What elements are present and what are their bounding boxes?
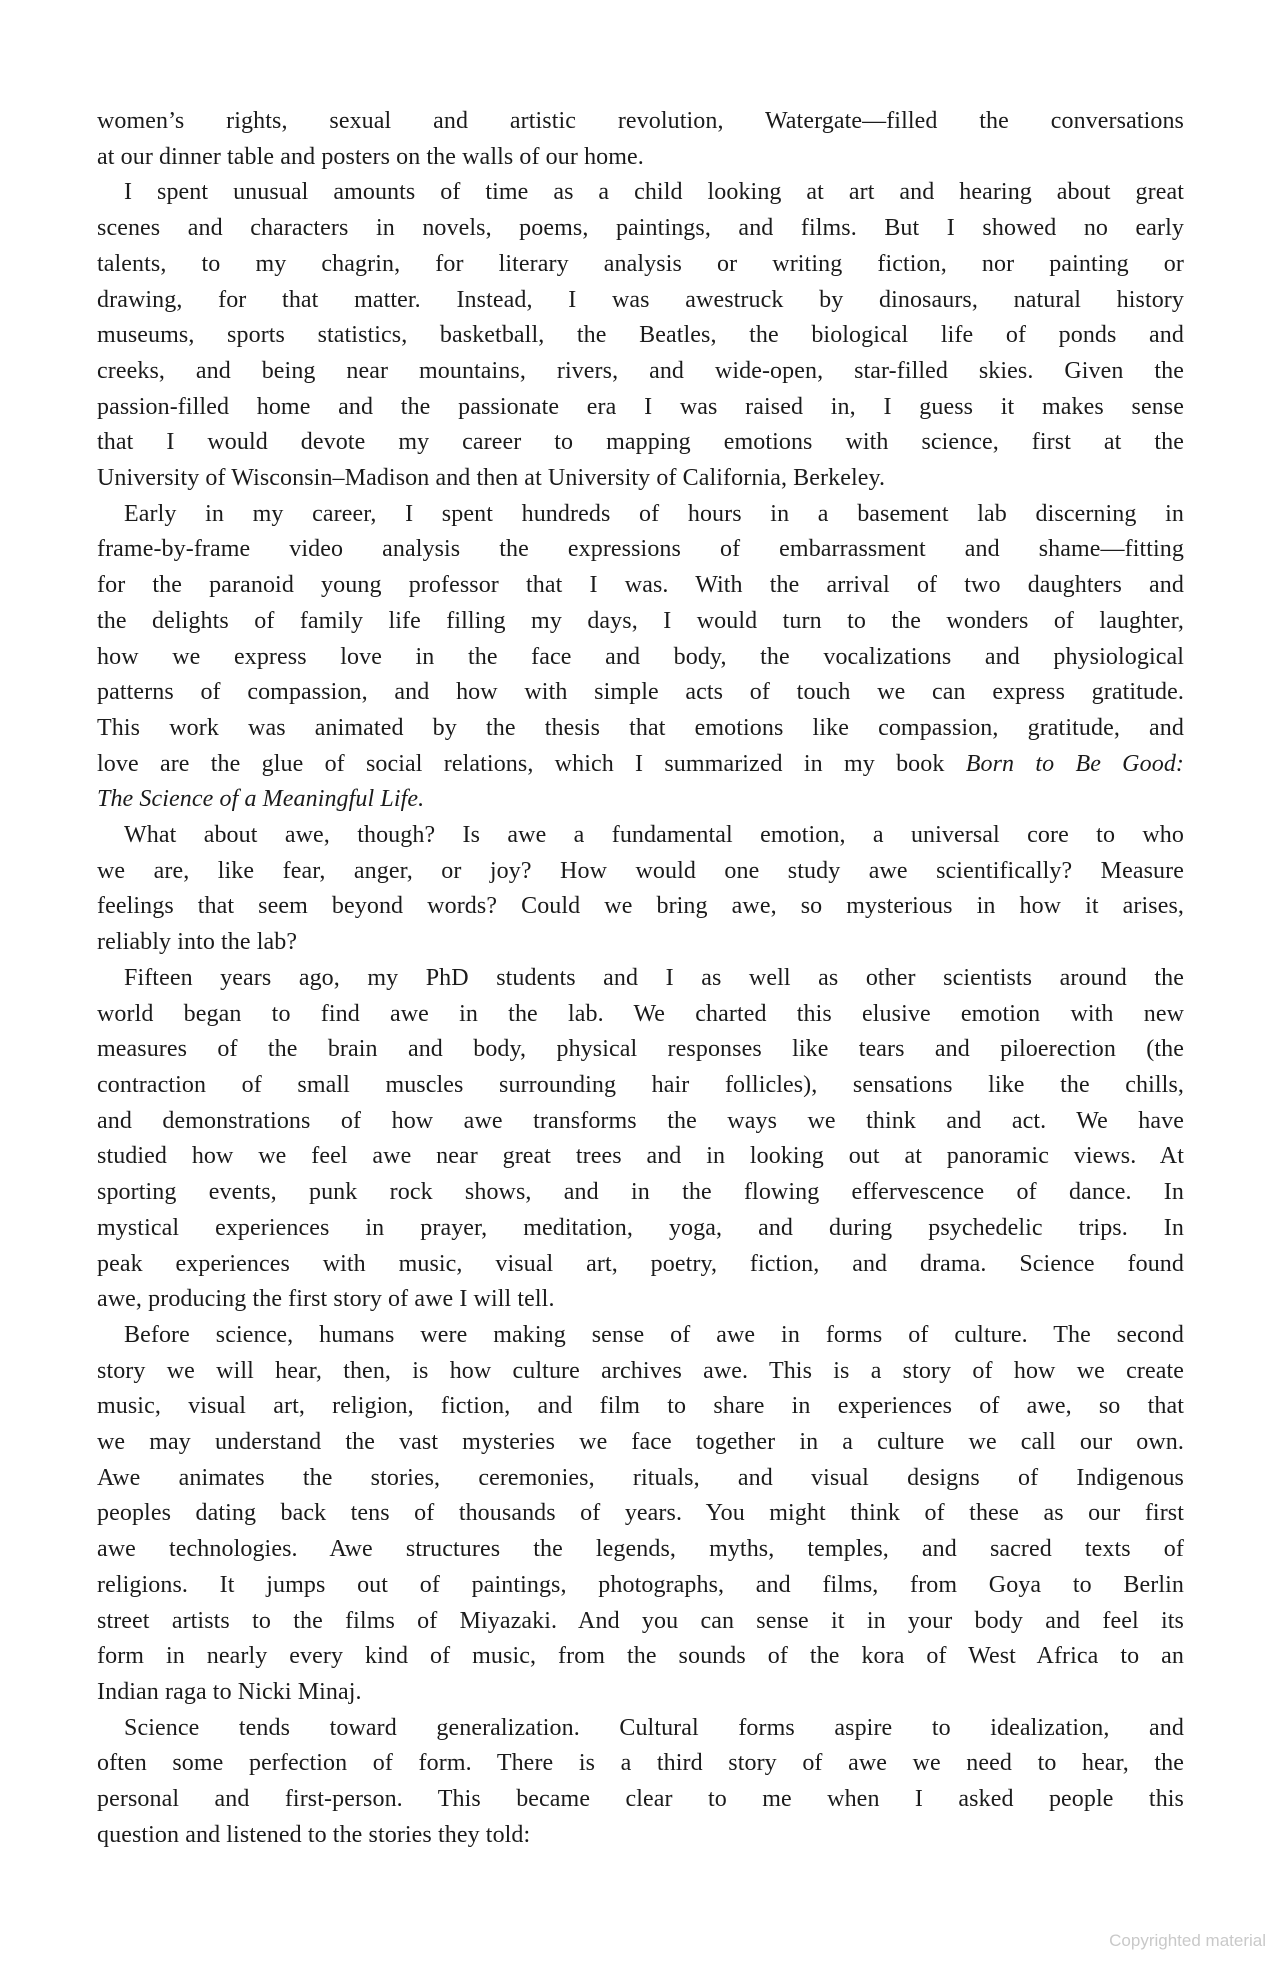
text-line [97,1604,1184,1640]
text-segment: studied how we feel awe near great trees and in looking out at panoramic views. At [97,1143,1184,1170]
text-line [97,889,1184,925]
text-segment: talents, to my chagrin, for literary analysis or writing fiction, nor painting or [97,250,1184,277]
text-line [97,532,1184,568]
text-line [97,961,1184,997]
text-line [97,175,1184,211]
text-segment: religions. It jumps out of paintings, photographs, and films, from Goya to Berlin [97,1571,1184,1598]
text-line [97,1247,1184,1283]
text-segment: Science tends toward generalization. Cultural forms aspire to idealization, and [124,1714,1184,1741]
text-line [97,1354,1184,1390]
text-line [97,818,1184,854]
text-line [97,997,1184,1033]
text-segment: love are the glue of social relations, which I summarized in my book [97,750,966,777]
text-segment: What about awe, though? Is awe a fundamental emotion, a universal core to who [124,822,1184,849]
text-segment: often some perfection of form. There is a third story of awe we need to hear, the [97,1750,1184,1777]
text-line [97,782,1184,818]
text-line [97,1711,1184,1747]
text-segment: Awe animates the stories, ceremonies, rituals, and visual designs of Indigenous [97,1464,1184,1491]
text-line [97,1496,1184,1532]
text-segment: University of Wisconsin–Madison and then at University of California, Berkeley. [97,465,886,492]
text-segment: and demonstrations of how awe transforms the ways we think and act. We have [97,1107,1184,1134]
copyright-watermark: Copyrighted material [1109,1931,1266,1950]
text-segment: peak experiences with music, visual art, poetry, fiction, and drama. Science found [97,1250,1184,1277]
text-segment: at our dinner table and posters on the walls of our home. [97,143,644,170]
text-segment: Indian raga to Nicki Minaj. [97,1678,362,1705]
text-segment: street artists to the films of Miyazaki. And you can sense it in your body and feel its [97,1607,1184,1634]
page-text [97,104,1184,1853]
text-segment: museums, sports statistics, basketball, the Beatles, the biological life of ponds and [97,322,1184,349]
text-line [97,1282,1184,1318]
text-segment: Early in my career, I spent hundreds of hours in a basement lab discerning in [124,500,1184,527]
text-line [97,640,1184,676]
text-segment: world began to find awe in the lab. We charted this elusive emotion with new [97,1000,1184,1027]
text-line [97,1104,1184,1140]
text-line [97,1318,1184,1354]
text-segment: sporting events, punk rock shows, and in the flowing effervescence of dance. In [97,1179,1184,1206]
text-line [97,283,1184,319]
text-line [97,1746,1184,1782]
text-segment: I spent unusual amounts of time as a child looking at art and hearing about great [124,179,1184,206]
text-segment: question and listened to the stories they told: [97,1821,531,1848]
text-segment: we are, like fear, anger, or joy? How would one study awe scientifically? Measure [97,857,1184,884]
text-line [97,854,1184,890]
text-segment: women’s rights, sexual and artistic revolution, Watergate—filled the conversations [97,108,1184,134]
paragraph [97,961,1184,1318]
text-line [97,568,1184,604]
text-segment: feelings that seem beyond words? Could we bring awe, so mysterious in how it arises, [97,893,1184,920]
text-line [97,140,1184,176]
text-line [97,1425,1184,1461]
italic-text-segment: Born to Be Good: [965,750,1185,777]
text-line [97,318,1184,354]
text-line [97,711,1184,747]
text-segment: measures of the brain and body, physical responses like tears and piloerection (the [97,1036,1184,1063]
text-line [97,247,1184,283]
text-line [97,1568,1184,1604]
text-segment: Fifteen years ago, my PhD students and I as well as other scientists around the [124,964,1184,991]
text-segment: patterns of compassion, and how with simple acts of touch we can express gratitude. [97,679,1184,706]
text-line [97,604,1184,640]
text-line [97,1818,1184,1854]
text-line [97,747,1184,783]
text-line [97,1639,1184,1675]
text-segment: how we express love in the face and body, the vocalizations and physiological [97,643,1184,670]
text-segment: for the paranoid young professor that I was. With the arrival of two daughters and [97,572,1184,599]
text-segment: creeks, and being near mountains, rivers, and wide-open, star-filled skies. Given the [97,357,1184,384]
text-segment: mystical experiences in prayer, meditation, yoga, and during psychedelic trips. In [97,1214,1184,1241]
text-segment: Before science, humans were making sense of awe in forms of culture. The second [124,1321,1184,1348]
text-line [97,925,1184,961]
text-segment: the delights of family life filling my days, I would turn to the wonders of laughter, [97,607,1184,634]
text-segment: frame-by-frame video analysis the expressions of embarrassment and shame—fitting [97,536,1184,563]
text-segment: form in nearly every kind of music, from the sounds of the kora of West Africa to an [97,1643,1184,1670]
text-line [97,1782,1184,1818]
text-line [97,1068,1184,1104]
text-line [97,390,1184,426]
text-segment: passion-filled home and the passionate era I was raised in, I guess it makes sense [97,393,1184,420]
paragraph [97,818,1184,961]
text-segment: we may understand the vast mysteries we face together in a culture we call our own. [97,1429,1184,1456]
text-segment: drawing, for that matter. Instead, I was awestruck by dinosaurs, natural history [97,286,1184,313]
text-line [97,1461,1184,1497]
text-line [97,1675,1184,1711]
italic-text-segment: The Science of a Meaningful Life. [97,786,425,813]
text-segment: This work was animated by the thesis that emotions like compassion, gratitude, and [97,714,1184,741]
text-line [97,1139,1184,1175]
paragraph [97,1711,1184,1854]
text-segment: scenes and characters in novels, poems, paintings, and films. But I showed no early [97,215,1184,242]
text-line [97,1032,1184,1068]
text-segment: music, visual art, religion, fiction, and film to share in experiences of awe, so that [97,1393,1184,1420]
paragraph [97,175,1184,496]
text-segment: contraction of small muscles surrounding hair follicles), sensations like the chills, [97,1071,1184,1098]
text-segment: awe technologies. Awe structures the legends, myths, temples, and sacred texts of [97,1536,1184,1563]
paragraph [97,497,1184,818]
text-segment: personal and first-person. This became clear to me when I asked people this [97,1786,1184,1813]
text-line [97,497,1184,533]
paragraph [97,104,1184,175]
text-line [97,1211,1184,1247]
text-segment: that I would devote my career to mapping emotions with science, first at the [97,429,1184,456]
paragraph [97,1318,1184,1711]
text-line [97,425,1184,461]
text-line [97,1389,1184,1425]
text-line [97,675,1184,711]
text-segment: awe, producing the first story of awe I will tell. [97,1286,555,1313]
text-line [97,1532,1184,1568]
text-segment: story we will hear, then, is how culture archives awe. This is a story of how we create [97,1357,1184,1384]
text-line [97,104,1184,140]
text-line [97,461,1184,497]
text-segment: peoples dating back tens of thousands of years. You might think of these as our first [97,1500,1184,1527]
text-line [97,211,1184,247]
text-segment: reliably into the lab? [97,929,298,956]
text-line [97,1175,1184,1211]
text-line [97,354,1184,390]
